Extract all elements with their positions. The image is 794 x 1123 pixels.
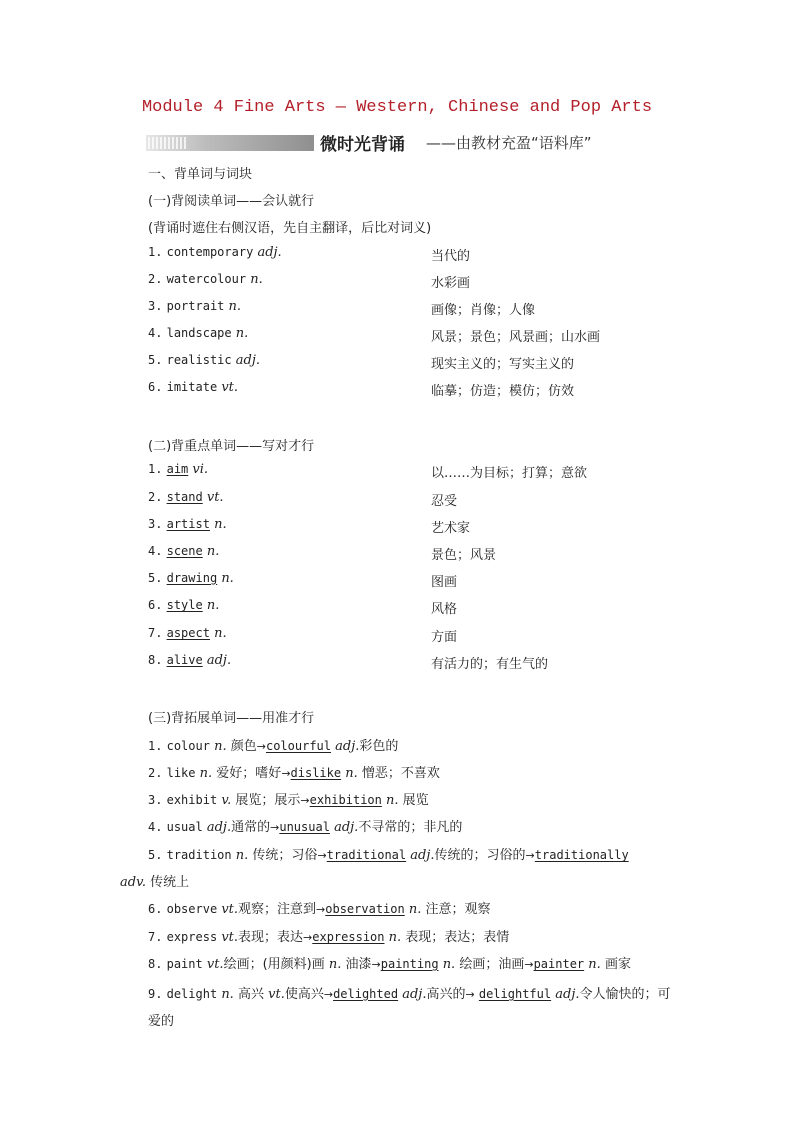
part1-note: (背诵时遮住右侧汉语，先自主翻译，后比对词义) bbox=[148, 221, 432, 236]
list-item-meaning: 风格 bbox=[431, 602, 458, 617]
list-item: 2. stand vt. bbox=[148, 490, 224, 505]
list-item: 4. usual adj.通常的→unusual adj.不寻常的；非凡的 bbox=[148, 820, 463, 835]
list-item: 4. landscape n. bbox=[148, 326, 249, 341]
list-item: 9. delight n. 高兴 vt.使高兴→delighted adj.高兴的→ delightful adj.令人愉快的；可爱的 bbox=[148, 987, 671, 1029]
list-item-meaning: 现实主义的；写实主义的 bbox=[431, 357, 575, 372]
list-item: 2. watercolour n. bbox=[148, 272, 263, 287]
list-item-meaning: 临摹；仿造；模仿；仿效 bbox=[431, 384, 575, 399]
part1-heading: (一)背阅读单词——会认就行 bbox=[148, 194, 315, 209]
list-item: 3. exhibit v. 展览；展示→exhibition n. 展览 bbox=[148, 793, 429, 808]
page-title: Module 4 Fine Arts — Western, Chinese and Pop Arts bbox=[141, 98, 653, 117]
list-item-meaning: 忍受 bbox=[431, 494, 458, 509]
list-item-meaning: 画像；肖像；人像 bbox=[431, 303, 536, 318]
list-item-meaning: 景色；风景 bbox=[431, 548, 497, 563]
list-item: 6. imitate vt. bbox=[148, 380, 239, 395]
list-item: 1. contemporary adj. bbox=[148, 245, 282, 260]
section-banner bbox=[146, 131, 666, 155]
list-item: 5. drawing n. bbox=[148, 571, 234, 586]
list-item: 2. like n. 爱好；嗜好→dislike n. 憎恶；不喜欢 bbox=[148, 766, 440, 781]
list-item-meaning: 有活力的；有生气的 bbox=[431, 657, 549, 672]
list-item: 1. colour n. 颜色→colourful adj.彩色的 bbox=[148, 739, 399, 754]
part3-heading: (三)背拓展单词——用准才行 bbox=[148, 711, 315, 726]
list-item: 6. style n. bbox=[148, 598, 220, 613]
section-heading: 一、背单词与词块 bbox=[148, 167, 253, 182]
list-item: 3. portrait n. bbox=[148, 299, 242, 314]
list-item-continuation: adv. 传统上 bbox=[120, 875, 190, 890]
list-item-meaning: 以……为目标；打算；意欲 bbox=[431, 466, 588, 481]
list-item-meaning: 方面 bbox=[431, 630, 458, 645]
list-item: 5. realistic adj. bbox=[148, 353, 261, 368]
list-item-meaning: 艺术家 bbox=[431, 521, 471, 536]
list-item-meaning: 水彩画 bbox=[431, 276, 471, 291]
list-item: 4. scene n. bbox=[148, 544, 220, 559]
banner-title: 微时光背诵 bbox=[320, 135, 405, 155]
list-item: 6. observe vt.观察；注意到→observation n. 注意；观察 bbox=[148, 902, 491, 917]
banner-subtitle: ——由教材充盈“语料库” bbox=[426, 134, 592, 152]
list-item: 8. paint vt.绘画；(用颜料)画 n. 油漆→painting n. 绘画；油画→painter n. 画家 bbox=[148, 957, 631, 972]
banner-stripes bbox=[148, 137, 188, 149]
list-item: 7. aspect n. bbox=[148, 626, 227, 641]
list-item: 3. artist n. bbox=[148, 517, 227, 532]
list-item: 8. alive adj. bbox=[148, 653, 232, 668]
list-item-meaning: 当代的 bbox=[431, 249, 471, 264]
list-item-meaning: 风景；景色；风景画；山水画 bbox=[431, 330, 601, 345]
list-item: 1. aim vi. bbox=[148, 462, 209, 477]
list-item: 5. tradition n. 传统；习俗→traditional adj.传统的；习俗的→traditionally bbox=[148, 848, 629, 863]
list-item-meaning: 图画 bbox=[431, 575, 458, 590]
part2-heading: (二)背重点单词——写对才行 bbox=[148, 439, 315, 454]
list-item: 7. express vt.表现；表达→expression n. 表现；表达；表情 bbox=[148, 930, 510, 945]
